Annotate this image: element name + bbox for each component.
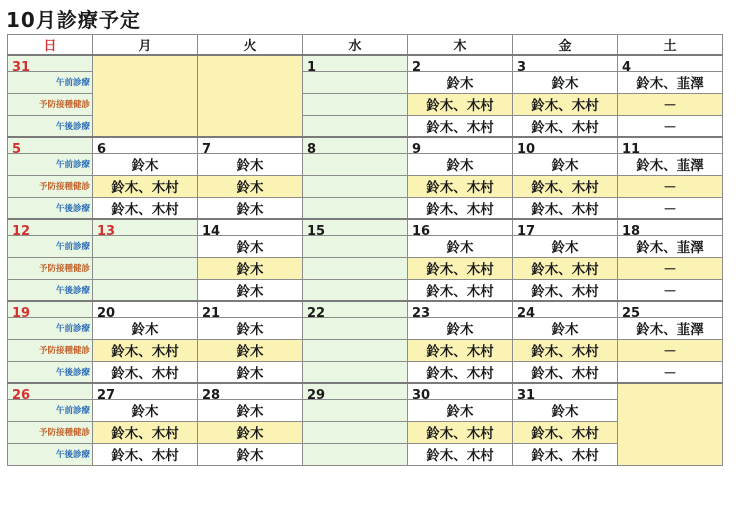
day-date-cell: [303, 383, 408, 403]
day-date-cell: [513, 301, 618, 321]
schedule-cell-vaccination: [93, 257, 198, 279]
schedule-cell-vaccination: [303, 257, 408, 279]
schedule-cell-afternoon: 鈴木、木村: [93, 443, 198, 465]
day-date-cell: [198, 383, 303, 403]
schedule-cell-vaccination: －: [618, 175, 723, 197]
schedule-cell-morning: 鈴木: [513, 317, 618, 339]
schedule-calendar: [7, 34, 723, 466]
day-date-cell: [198, 301, 303, 321]
sunday-date-cell: [8, 301, 93, 321]
slot-label-vaccination: 予防接種健診: [8, 339, 93, 361]
schedule-cell-morning: 鈴木: [408, 235, 513, 257]
calendar-body: [8, 55, 723, 465]
schedule-cell-morning: 鈴木: [513, 71, 618, 93]
schedule-cell-morning: 鈴木: [513, 153, 618, 175]
schedule-cell-morning: 鈴木: [408, 399, 513, 421]
day-date-cell: [618, 219, 723, 239]
date-number: 23: [412, 306, 431, 321]
schedule-cell-morning: 鈴木: [513, 399, 618, 421]
day-date-cell: [93, 301, 198, 321]
schedule-cell-vaccination: 鈴木、木村: [408, 257, 513, 279]
schedule-cell-vaccination: [303, 93, 408, 115]
schedule-cell-vaccination: －: [618, 339, 723, 361]
schedule-cell-morning: 鈴木: [408, 71, 513, 93]
sunday-date-number: 26: [12, 388, 31, 403]
date-number: 16: [412, 224, 431, 239]
day-date-cell: [93, 137, 198, 157]
sunday-date-cell: [8, 219, 93, 239]
schedule-cell-afternoon: 鈴木: [198, 279, 303, 301]
week-vaccination-row: [8, 175, 723, 197]
day-date-cell: [513, 55, 618, 75]
schedule-cell-morning: 鈴木: [198, 317, 303, 339]
schedule-cell-afternoon: 鈴木: [198, 361, 303, 383]
sunday-date-number: 31: [12, 60, 31, 75]
week-morning-row: [8, 153, 723, 175]
week-date-row: [8, 301, 723, 317]
schedule-cell-afternoon: 鈴木、木村: [408, 197, 513, 219]
schedule-cell-afternoon: 鈴木、木村: [408, 279, 513, 301]
date-number: 20: [97, 306, 116, 321]
schedule-cell-morning: 鈴木: [408, 153, 513, 175]
schedule-cell-afternoon: 鈴木、木村: [513, 115, 618, 137]
schedule-cell-morning: 鈴木、韮澤: [618, 317, 723, 339]
day-date-cell: [303, 55, 408, 75]
week-afternoon-row: [8, 279, 723, 301]
date-number: 11: [622, 142, 641, 157]
schedule-cell-vaccination: 鈴木、木村: [408, 175, 513, 197]
schedule-cell-afternoon: 鈴木、木村: [408, 443, 513, 465]
date-number: 9: [412, 142, 422, 157]
schedule-cell-morning: 鈴木: [408, 317, 513, 339]
slot-label-afternoon: 午後診療: [8, 361, 93, 383]
day-date-cell: [303, 301, 408, 321]
date-number: 14: [202, 224, 221, 239]
schedule-cell-afternoon: [303, 279, 408, 301]
schedule-cell-vaccination: 鈴木: [198, 421, 303, 443]
schedule-cell-vaccination: 鈴木、木村: [513, 257, 618, 279]
schedule-cell-vaccination: －: [618, 257, 723, 279]
schedule-cell-vaccination: 鈴木、木村: [408, 339, 513, 361]
date-number: 3: [517, 60, 527, 75]
sunday-date-number: 12: [12, 224, 31, 239]
week-date-row: [8, 219, 723, 235]
schedule-cell-morning: 鈴木: [198, 235, 303, 257]
schedule-cell-afternoon: [303, 115, 408, 137]
schedule-cell-vaccination: 鈴木、木村: [408, 93, 513, 115]
slot-label-afternoon: 午後診療: [8, 115, 93, 137]
day-date-cell: [198, 137, 303, 157]
schedule-cell-morning: [303, 71, 408, 93]
schedule-cell-vaccination: 鈴木、木村: [513, 93, 618, 115]
schedule-cell-afternoon: 鈴木、木村: [93, 361, 198, 383]
weekday-header-sunday: 日: [8, 35, 93, 56]
schedule-cell-afternoon: －: [618, 115, 723, 137]
week-vaccination-row: [8, 257, 723, 279]
date-number: 17: [517, 224, 536, 239]
day-date-cell: [513, 383, 618, 403]
sunday-date-number: 5: [12, 142, 22, 157]
slot-label-morning: 午前診療: [8, 399, 93, 421]
day-date-cell: [408, 55, 513, 75]
week-afternoon-row: [8, 443, 723, 465]
schedule-cell-vaccination: [303, 421, 408, 443]
schedule-cell-afternoon: 鈴木、木村: [513, 361, 618, 383]
day-date-cell: [408, 301, 513, 321]
week-afternoon-row: [8, 361, 723, 383]
day-date-cell: [408, 383, 513, 403]
weekday-header-thursday: 木: [408, 35, 513, 56]
week-date-row: [8, 55, 723, 71]
sunday-date-cell: [8, 383, 93, 403]
slot-label-morning: 午前診療: [8, 235, 93, 257]
weekday-header-friday: 金: [513, 35, 618, 56]
schedule-cell-vaccination: 鈴木、木村: [93, 175, 198, 197]
schedule-cell-vaccination: 鈴木、木村: [408, 421, 513, 443]
schedule-cell-vaccination: 鈴木: [198, 257, 303, 279]
date-number: 28: [202, 388, 221, 403]
slot-label-afternoon: 午後診療: [8, 279, 93, 301]
schedule-cell-afternoon: －: [618, 361, 723, 383]
schedule-cell-afternoon: 鈴木、木村: [408, 115, 513, 137]
day-date-cell: [618, 137, 723, 157]
schedule-cell-vaccination: 鈴木、木村: [513, 421, 618, 443]
sunday-date-cell: [8, 137, 93, 157]
week-date-row: [8, 383, 723, 399]
schedule-cell-afternoon: 鈴木、木村: [408, 361, 513, 383]
date-number: 30: [412, 388, 431, 403]
schedule-cell-morning: 鈴木: [93, 317, 198, 339]
date-number: 29: [307, 388, 326, 403]
day-date-cell: [93, 383, 198, 403]
slot-label-morning: 午前診療: [8, 317, 93, 339]
schedule-cell-morning: 鈴木、韮澤: [618, 153, 723, 175]
schedule-cell-afternoon: 鈴木、木村: [513, 197, 618, 219]
slot-label-vaccination: 予防接種健診: [8, 175, 93, 197]
schedule-cell-vaccination: 鈴木: [198, 175, 303, 197]
slot-label-vaccination: 予防接種健診: [8, 93, 93, 115]
schedule-cell-afternoon: 鈴木: [198, 443, 303, 465]
date-number: 2: [412, 60, 422, 75]
schedule-cell-morning: 鈴木: [198, 153, 303, 175]
schedule-cell-morning: 鈴木: [198, 399, 303, 421]
schedule-cell-morning: 鈴木: [93, 153, 198, 175]
schedule-cell-vaccination: 鈴木、木村: [513, 339, 618, 361]
schedule-cell-vaccination: 鈴木、木村: [513, 175, 618, 197]
schedule-cell-afternoon: 鈴木、木村: [513, 443, 618, 465]
day-date-cell: [513, 137, 618, 157]
weekday-header-saturday: 土: [618, 35, 723, 56]
week-afternoon-row: [8, 197, 723, 219]
date-number: 13: [97, 224, 116, 239]
date-number: 10: [517, 142, 536, 157]
schedule-cell-vaccination: －: [618, 93, 723, 115]
day-date-cell: [408, 219, 513, 239]
slot-label-afternoon: 午後診療: [8, 197, 93, 219]
week-vaccination-row: [8, 339, 723, 361]
weekday-header-monday: 月: [93, 35, 198, 56]
date-number: 25: [622, 306, 641, 321]
schedule-cell-vaccination: 鈴木: [198, 339, 303, 361]
week-date-row: [8, 137, 723, 153]
schedule-cell-vaccination: 鈴木、木村: [93, 421, 198, 443]
schedule-cell-morning: 鈴木: [93, 399, 198, 421]
day-date-cell: [513, 219, 618, 239]
date-number: 18: [622, 224, 641, 239]
schedule-cell-afternoon: [303, 443, 408, 465]
date-number: 31: [517, 388, 536, 403]
week-vaccination-row: [8, 421, 723, 443]
date-number: 6: [97, 142, 107, 157]
weekday-header-row: [8, 35, 723, 56]
date-number: 24: [517, 306, 536, 321]
schedule-cell-afternoon: 鈴木、木村: [93, 197, 198, 219]
day-date-cell: [618, 55, 723, 75]
schedule-cell-morning: 鈴木: [513, 235, 618, 257]
schedule-cell-vaccination: [303, 175, 408, 197]
date-number: 1: [307, 60, 317, 75]
schedule-cell-afternoon: 鈴木、木村: [513, 279, 618, 301]
date-number: 8: [307, 142, 317, 157]
empty-day-cell: [198, 55, 303, 137]
slot-label-morning: 午前診療: [8, 71, 93, 93]
day-date-cell: [198, 219, 303, 239]
day-date-cell: [408, 137, 513, 157]
schedule-cell-afternoon: [303, 361, 408, 383]
slot-label-morning: 午前診療: [8, 153, 93, 175]
date-number: 22: [307, 306, 326, 321]
page-title: 10月診療予定: [6, 8, 141, 32]
schedule-cell-afternoon: [93, 279, 198, 301]
day-date-cell: [93, 219, 198, 239]
schedule-cell-morning: [303, 153, 408, 175]
schedule-cell-vaccination: [303, 339, 408, 361]
schedule-cell-morning: 鈴木、韮澤: [618, 71, 723, 93]
schedule-cell-afternoon: 鈴木: [198, 197, 303, 219]
schedule-cell-afternoon: －: [618, 197, 723, 219]
empty-day-cell: [618, 383, 723, 465]
sunday-date-number: 19: [12, 306, 31, 321]
schedule-cell-afternoon: [303, 197, 408, 219]
weekday-header-wednesday: 水: [303, 35, 408, 56]
date-number: 15: [307, 224, 326, 239]
day-date-cell: [303, 137, 408, 157]
day-date-cell: [618, 301, 723, 321]
slot-label-afternoon: 午後診療: [8, 443, 93, 465]
day-date-cell: [303, 219, 408, 239]
schedule-cell-afternoon: －: [618, 279, 723, 301]
date-number: 21: [202, 306, 221, 321]
date-number: 27: [97, 388, 116, 403]
schedule-cell-vaccination: 鈴木、木村: [93, 339, 198, 361]
sunday-date-cell: [8, 55, 93, 75]
slot-label-vaccination: 予防接種健診: [8, 257, 93, 279]
slot-label-vaccination: 予防接種健診: [8, 421, 93, 443]
empty-day-cell: [93, 55, 198, 137]
schedule-cell-morning: 鈴木、韮澤: [618, 235, 723, 257]
weekday-header-tuesday: 火: [198, 35, 303, 56]
date-number: 7: [202, 142, 212, 157]
date-number: 4: [622, 60, 632, 75]
